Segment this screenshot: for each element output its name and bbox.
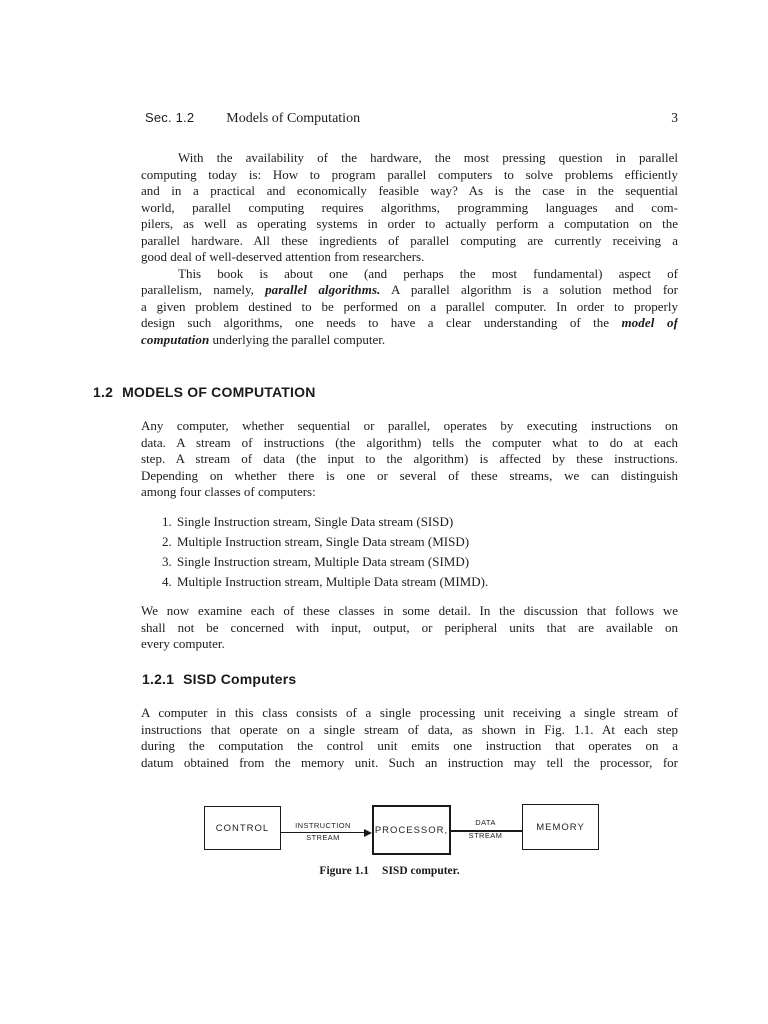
- subsection-title: SISD Computers: [183, 671, 297, 687]
- text-line: step. A stream of data (the input to the algorithm) is affected by these instructions.: [141, 451, 678, 466]
- memory-box: MEMORY: [522, 804, 599, 850]
- section-number: 1.2: [93, 384, 114, 400]
- paragraph-sisd: [141, 705, 678, 771]
- text-line: instructions that operate on a single stream of data, as shown in Fig. 1.1. At each step: [141, 721, 678, 737]
- text-line: datum obtained from the memory unit. Such an instruction may tell the processor, for: [141, 754, 678, 770]
- control-unit-box: CONTROL: [204, 806, 281, 850]
- list-item-number: 1.: [162, 514, 172, 529]
- computer-classes-list: [162, 512, 662, 592]
- text-line: With the availability of the hardware, the most pressing question in parallel: [178, 150, 678, 165]
- running-header: [145, 110, 678, 127]
- figure-caption: [141, 865, 638, 877]
- list-item-number: 2.: [162, 534, 172, 549]
- list-item: [162, 572, 662, 592]
- processor-box: PROCESSOR,: [372, 805, 451, 855]
- figure-caption-text: SISD computer.: [382, 865, 460, 877]
- text-line: good deal of well-deserved attention from researchers.: [141, 249, 425, 264]
- text-line: computing today is: How to program parallel computers to solve problems efficiently: [141, 166, 678, 182]
- data-stream-label-top: DATA: [475, 817, 496, 827]
- text-line: data. A stream of instructions (the algorithm) tells the computer what to do at each: [141, 434, 678, 450]
- header-section-label: Sec. 1.2: [145, 110, 195, 125]
- subsection-number: 1.2.1: [142, 671, 175, 687]
- text-line: parallelism, namely, parallel algorithms. A parallel algorithm is a solution method for: [141, 282, 678, 297]
- list-item: [162, 532, 662, 552]
- text-line: among four classes of computers:: [141, 484, 316, 499]
- text-line: This book is about one (and perhaps the most fundamental) aspect of: [178, 265, 678, 281]
- list-item: [162, 552, 662, 572]
- text-line: computation underlying the parallel computer.: [141, 331, 386, 347]
- text-line: every computer.: [141, 636, 225, 651]
- paragraph-intro-2: [141, 266, 678, 349]
- section-heading-1-2: [93, 384, 316, 400]
- paragraph-after-list: [141, 603, 678, 653]
- list-item-text: Multiple Instruction stream, Multiple Data stream (MIMD).: [177, 574, 489, 589]
- text-line: pilers, as well as operating systems in order to actually perform a computation on the: [141, 216, 678, 231]
- subsection-heading-1-2-1: [142, 671, 296, 687]
- instruction-stream-label-top: INSTRUCTION: [295, 821, 351, 830]
- text-line: shall not be concerned with input, output, or peripheral units that are available on: [141, 619, 678, 635]
- list-item: [162, 512, 662, 532]
- figure-caption-number: Figure 1.1: [319, 865, 370, 877]
- list-item-text: Single Instruction stream, Multiple Data stream (SIMD): [177, 554, 470, 569]
- paragraph-section-1-2: [141, 418, 678, 501]
- text-line: Any computer, whether sequential or parallel, operates by executing instructions on: [141, 418, 678, 433]
- text-line: a given problem destined to be performed on a parallel computer. In order to properly: [141, 298, 678, 314]
- text-line: and in a practical and economically feasible way? As is the case in the sequential: [141, 183, 678, 198]
- list-item-text: Multiple Instruction stream, Single Data stream (MISD): [177, 534, 470, 549]
- instruction-stream-label-bottom: STREAM: [306, 833, 340, 842]
- paragraph-intro-1: [141, 150, 678, 266]
- list-item-number: 4.: [162, 574, 172, 589]
- text-line: design such algorithms, one needs to have a clear understanding of the model of: [141, 315, 678, 330]
- text-line: parallel hardware. All these ingredients of parallel computing are currently receiving a: [141, 232, 678, 248]
- text-line: We now examine each of these classes in some detail. In the discussion that follows we: [141, 603, 678, 618]
- text-line: world, parallel computing requires algorithms, programming languages and com-: [141, 199, 678, 215]
- header-chapter-title: Models of Computation: [226, 111, 361, 126]
- data-stream-label-bottom: STREAM: [468, 830, 503, 840]
- list-item-text: Single Instruction stream, Single Data stream (SISD): [177, 514, 454, 529]
- text-line: A computer in this class consists of a single processing unit receiving a single stream of: [141, 705, 678, 720]
- section-title: MODELS OF COMPUTATION: [122, 384, 316, 400]
- text-line: during the computation the control unit emits one instruction that operates on a: [141, 738, 678, 753]
- text-line: Depending on whether there is one or several of these streams, we can distinguish: [141, 467, 678, 483]
- list-item-number: 3.: [162, 554, 172, 569]
- page-number: 3: [671, 110, 678, 125]
